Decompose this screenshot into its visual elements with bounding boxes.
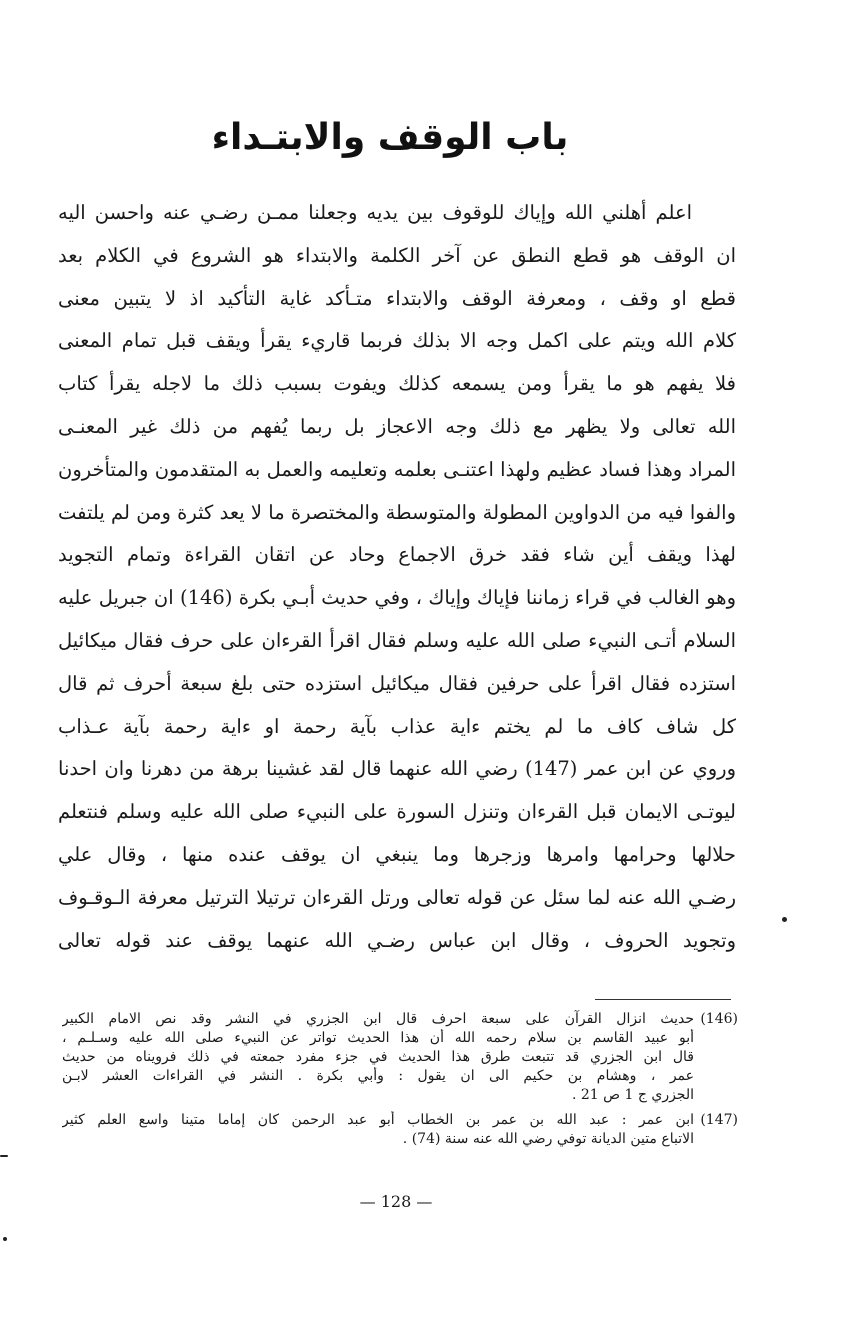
footnote-line: قال ابن الجزري قد تتبعت طرق هذا الحديث في جزء مفرد جمعته في ذلك فرويناه من حديث: [62, 1049, 694, 1065]
footnote-146: [62, 1010, 738, 1105]
footnote-line: عمر ، وهشام بن حكيم الى ان يقول : وأبي بكرة . النشر في القراءات العشر لابـن: [62, 1068, 694, 1084]
body-line: وتجويد الحروف ، وقال ابن عباس رضـي الله عنهما يوقف عند قوله تعالى: [58, 928, 736, 952]
footnote-number: (146): [700, 1011, 738, 1027]
scan-speck: [0, 1155, 8, 1157]
body-line: السلام أتـى النبيء صلى الله عليه وسلم فقال اقرأ القرءان على حرف فقال ميكائيل: [58, 628, 736, 652]
footnote-line: حديث انزال القرآن على سبعة احرف قال ابن الجزري في النشر وقد نص الامام الكبير: [62, 1011, 694, 1027]
body-line: قطع او وقف ، ومعرفة الوقف والابتداء متـأكد غاية التأكيد اذ لا يتبين معنى: [58, 286, 736, 310]
page-number: — 128 —: [359, 1192, 433, 1211]
footnote-line: أبو عبيد القاسم بن سلام رحمه الله أن هذا الحديث تواتر عن النبيء صلى الله عليه وسـلـم ،: [62, 1030, 694, 1046]
body-line: فلا يفهم هو ما يقرأ ومن يسمعه كذلك ويفوت بسبب ذلك ما لاجله يقرأ كتاب: [58, 372, 736, 396]
body-line: وروي عن ابن عمر (147) رضي الله عنهما قال لقد غشينا برهة من دهرنا وان احدنا: [58, 757, 736, 781]
body-line: استزده فقال اقرأ على حرفين فقال ميكائيل استزده حتى بلغ سبعة أحرف ثم قال: [58, 671, 736, 695]
scan-speck: [782, 917, 787, 922]
body-line: ليوتـى الايمان قبل القرءان وتنزل السورة على النبيء صلى الله عليه وسلم فنتعلم: [58, 800, 736, 824]
body-line: لهذا ويقف أين شاء فقد خرق الاجماع وحاد عن اتقان القراءة وتمام التجويد: [58, 543, 736, 567]
footnote-separator: [595, 999, 731, 1000]
chapter-title: باب الوقف والابتـداء: [211, 117, 569, 159]
body-line: كل شاف كاف ما لم يختم ءاية عذاب بآية رحمة او ءاية رحمة بآية عـذاب: [58, 714, 736, 738]
body-line: اعلم أهلني الله وإياك للوقوف بين يديه وجعلنا ممـن رضـي عنه واحسن اليه: [58, 201, 692, 224]
footnote-147: [62, 1111, 738, 1149]
scan-speck: [3, 1237, 7, 1241]
body-line: المراد وهذا فساد عظيم ولهذا اعتنـى بعلمه وتعليمه والعمل به المتقدمون والمتأخرون: [58, 457, 736, 481]
body-line: كلام الله ويتم على اكمل وجه الا بذلك فربما قاريء يقرأ ويقف قبل تمام المعنى: [58, 329, 736, 353]
body-line: الله تعالى ولا يظهر مع ذلك وجه الاعجاز بل ربما يُفهم من ذلك غير المعنـى: [58, 414, 736, 438]
footnote-text: [62, 1111, 694, 1149]
footnote-line: ابن عمر : عبد الله بن عمر بن الخطاب أبو عبد الرحمن كان إماما متينا واسع العلم كثير: [62, 1112, 694, 1128]
body-line: ان الوقف هو قطع النطق عن آخر الكلمة والابتداء هو الشروع في الكلام بعد: [58, 243, 736, 267]
footnote-line: الاتباع متين الديانة توفي رضي الله عنه سنة (74) .: [402, 1131, 694, 1147]
body-line: رضـي الله عنه لما سئل عن قوله تعالى ورتل القرءان ترتيلا الترتيل معرفة الـوقـوف: [58, 885, 736, 909]
footnotes: [62, 1010, 738, 1155]
footnote-text: [62, 1010, 694, 1105]
body-text: [58, 192, 736, 962]
body-line: وهو الغالب في قراء زماننا فإياك وإياك ، وفي حديث أبـي بكرة (146) ان جبريل عليه: [58, 586, 736, 610]
footnote-number: (147): [700, 1112, 738, 1128]
body-line: حلالها وحرامها وامرها وزجرها وما ينبغي ان يوقف عنده منها ، وقال علي: [58, 842, 736, 866]
footnote-line: الجزري ج 1 ص 21 .: [571, 1087, 694, 1103]
body-line: والفوا فيه من الدواوين المطولة والمتوسطة والمختصرة ما لا يعد كثرة ومن لم يلتفت: [58, 500, 736, 524]
